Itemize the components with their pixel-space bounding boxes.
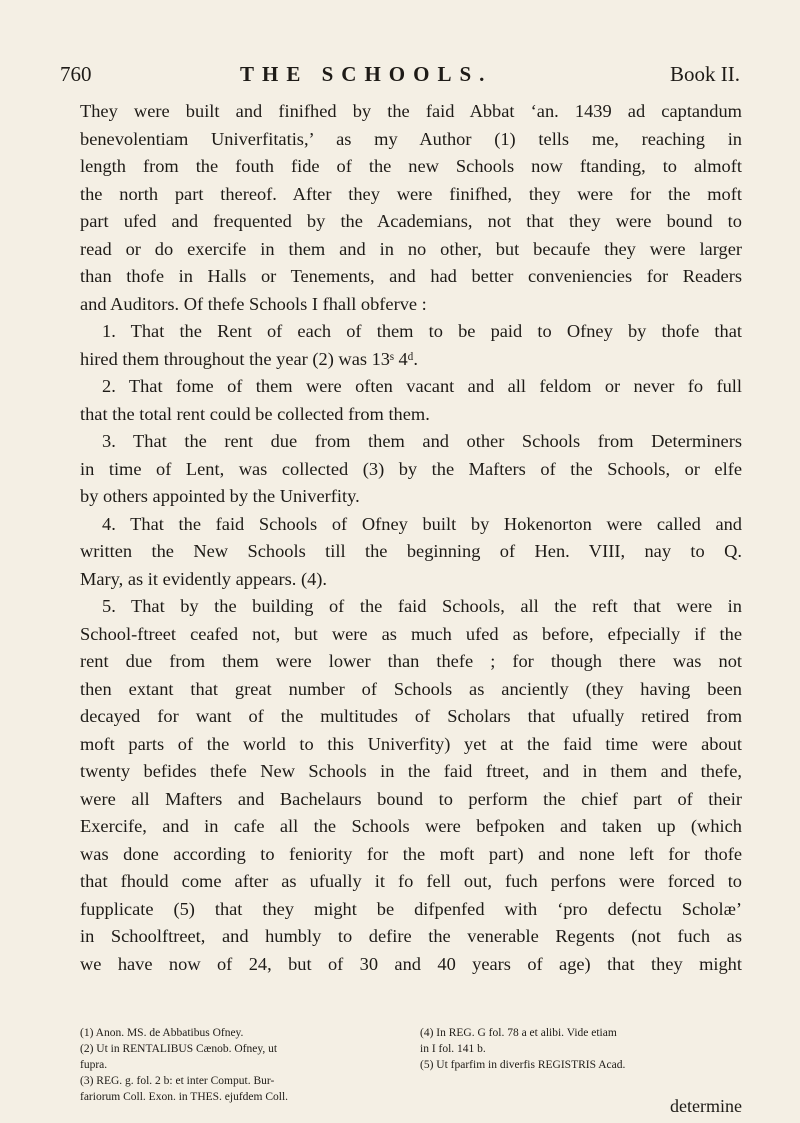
footnote-line: (3) REG. g. fol. 2 b: et inter Comput. Bur- <box>80 1075 275 1087</box>
text-line: fupplicate (5) that they might be difpenfed with ‘pro defectu Scholæ’ <box>80 898 742 919</box>
footnote-line: fupra. <box>80 1059 108 1071</box>
text-line: we have now of 24, but of 30 and 40 years of age) that they might <box>80 953 742 974</box>
text-line: 1. That the Rent of each of them to be paid to Ofney by thofe that <box>102 321 742 341</box>
main-text <box>80 98 742 978</box>
book-label: Book II. <box>670 62 740 86</box>
text-line: 3. That the rent due from them and other Schools from Determiners <box>102 431 742 451</box>
text-line: Mary, as it evidently appears. (4). <box>80 568 327 589</box>
text-line: 4. That the faid Schools of Ofney built by Hokenorton were called and <box>102 513 742 534</box>
text-line: School-ftreet ceafed not, but were as much ufed as before, efpecially if the <box>80 623 742 644</box>
text-line: in time of Lent, was collected (3) by the Mafters of the Schools, or elfe <box>80 458 742 479</box>
text-line: length from the fouth fide of the new Schools now ftanding, to almoft <box>80 156 742 176</box>
text-line: the north part thereof. After they were finifhed, they were for the moft <box>80 183 742 204</box>
text-line: 2. That fome of them were often vacant and all feldom or never fo full <box>102 376 742 396</box>
text-line: written the New Schools till the beginning of Hen. VIII, nay to Q. <box>80 541 742 561</box>
text-line: that fhould come after as ufually it fo fell out, fuch perfons were forced to <box>80 871 742 891</box>
text-line: then extant that great number of Schools as anciently (they having been <box>80 678 742 699</box>
text-line: Exercife, and in cafe all the Schools were befpoken and taken up (which <box>80 816 742 836</box>
text-line: hired them throughout the year (2) was 13ˢ 4ᵈ. <box>80 348 419 369</box>
text-line: benevolentiam Univerfitatis,’ as my Author (1) tells me, reaching in <box>80 128 742 149</box>
text-line: was done according to feniority for the moft part) and none left for thofe <box>80 843 742 864</box>
text-line: 5. That by the building of the faid Schools, all the reft that were in <box>102 596 742 616</box>
text-line: rent due from them were lower than thefe ; for though there was not <box>80 651 742 671</box>
running-title: THE SCHOOLS. <box>240 62 493 86</box>
text-line: in Schoolftreet, and humbly to defire the venerable Regents (not fuch as <box>80 926 742 946</box>
catchword: determine <box>670 1096 742 1116</box>
text-line: decayed for want of the multitudes of Scholars that ufually retired from <box>80 706 742 726</box>
page-number: 760 <box>60 62 92 86</box>
text-line: moft parts of the world to this Univerfity) yet at the faid time were about <box>80 733 742 754</box>
text-line: by others appointed by the Univerfity. <box>80 486 360 506</box>
text-line: twenty befides thefe New Schools in the faid ftreet, and in them and thefe, <box>80 761 742 781</box>
text-line: They were built and finifhed by the faid Abbat ‘an. 1439 ad captandum <box>80 101 742 121</box>
text-line: were all Mafters and Bachelaurs bound to perform the chief part of their <box>80 788 742 809</box>
text-line: that the total rent could be collected from them. <box>80 403 430 424</box>
text-line: and Auditors. Of thefe Schools I fhall obferve : <box>80 293 427 314</box>
text-line: part ufed and frequented by the Academians, not that they were bound to <box>80 211 742 231</box>
text-line: read or do exercife in them and in no other, but becaufe they were larger <box>80 238 742 259</box>
running-header <box>60 62 740 92</box>
footnote-line: (1) Anon. MS. de Abbatibus Ofney. <box>80 1027 244 1039</box>
footnote-line: in I fol. 141 b. <box>420 1043 486 1055</box>
footnote-line: (5) Ut fparfim in diverfis REGISTRIS Acad. <box>420 1059 626 1071</box>
footnotes-right-column <box>420 1025 745 1073</box>
footnote-line: (4) In REG. G fol. 78 a et alibi. Vide etiam <box>420 1027 617 1039</box>
text-line: than thofe in Halls or Tenements, and had better conveniencies for Readers <box>80 266 742 286</box>
footnotes-left-column <box>80 1025 405 1105</box>
footnote-line: fariorum Coll. Exon. in THES. ejufdem Coll. <box>80 1091 289 1103</box>
footnote-line: (2) Ut in RENTALIBUS Cænob. Ofney, ut <box>80 1043 278 1055</box>
